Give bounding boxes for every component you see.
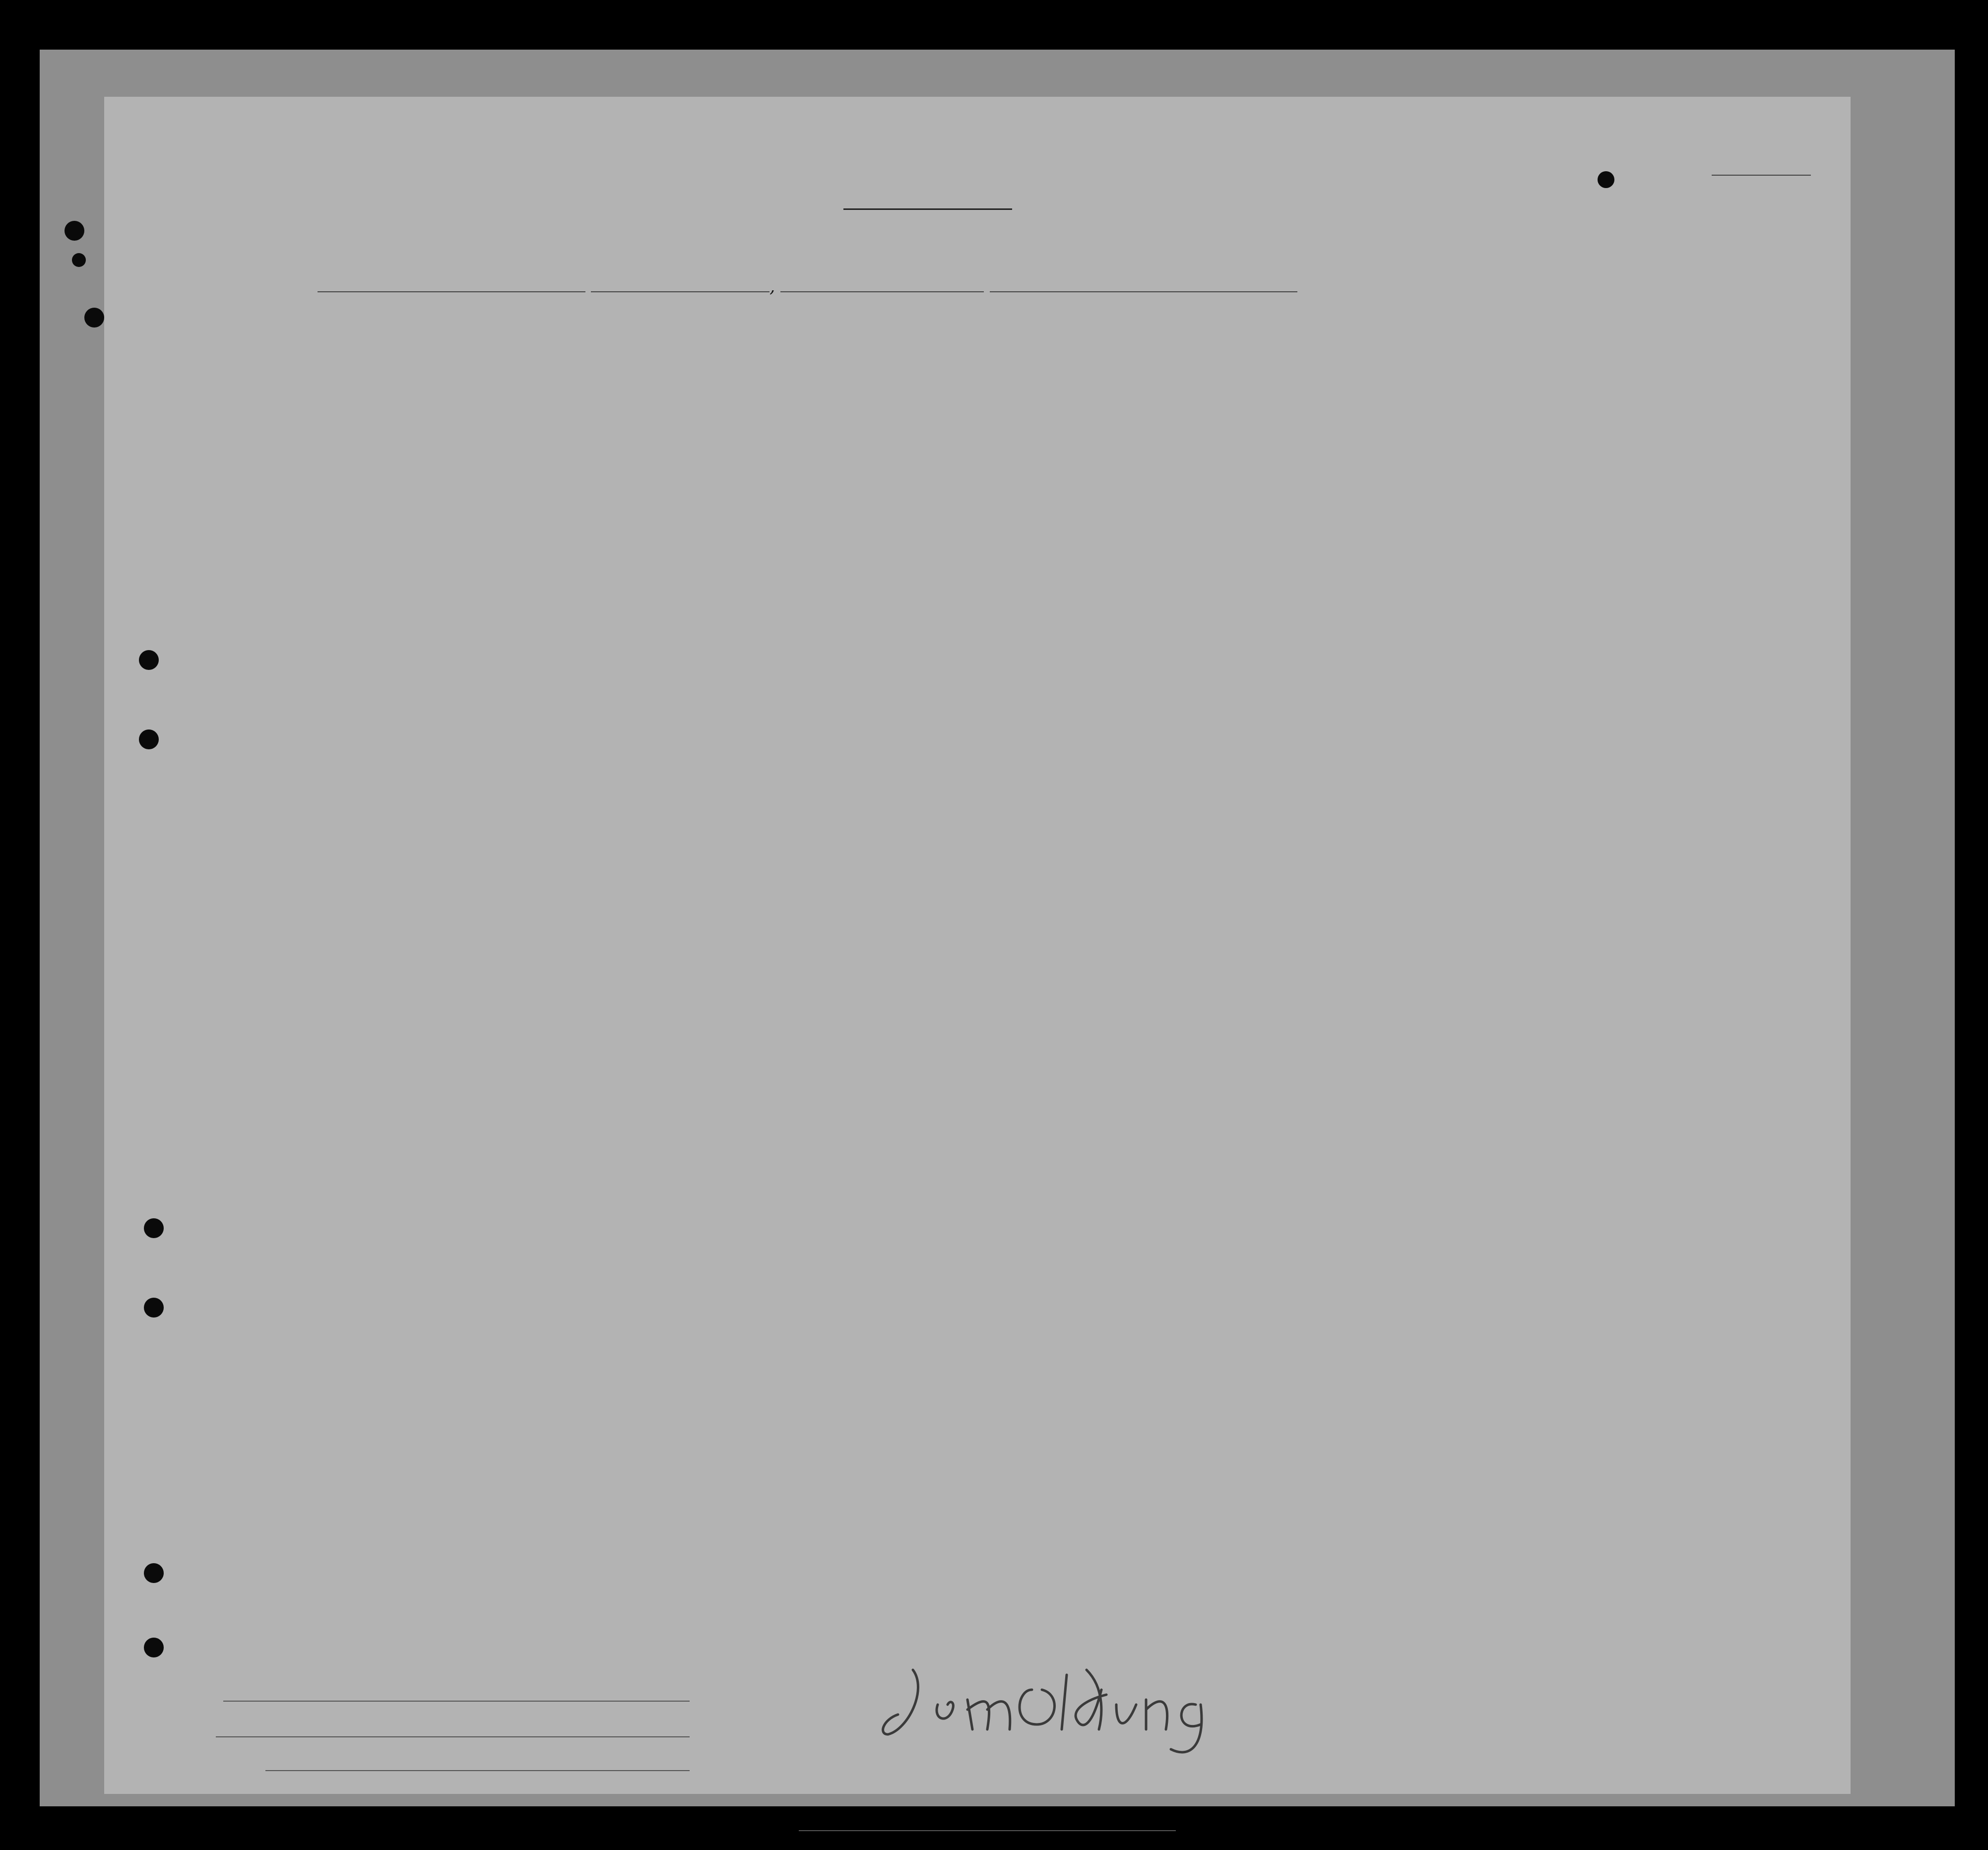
manifest-page (104, 97, 1851, 1794)
agents-rule (265, 1770, 690, 1771)
inspector-rule (799, 1830, 1176, 1831)
owners-rule (216, 1736, 690, 1737)
manifest-grid (104, 97, 1851, 1794)
binder-hole (64, 221, 84, 241)
binder-hole (84, 308, 104, 328)
binder-hole (144, 1298, 164, 1318)
binder-hole (144, 1563, 164, 1583)
binder-hole (144, 1638, 164, 1657)
line-rule (223, 1701, 690, 1702)
binder-hole (144, 1218, 164, 1238)
binder-hole (139, 650, 159, 670)
vessel-line: , (318, 277, 1297, 297)
binder-hole (1598, 171, 1614, 188)
inspector-signature (868, 1660, 1315, 1759)
binder-hole (139, 729, 159, 749)
binder-hole (72, 253, 86, 267)
